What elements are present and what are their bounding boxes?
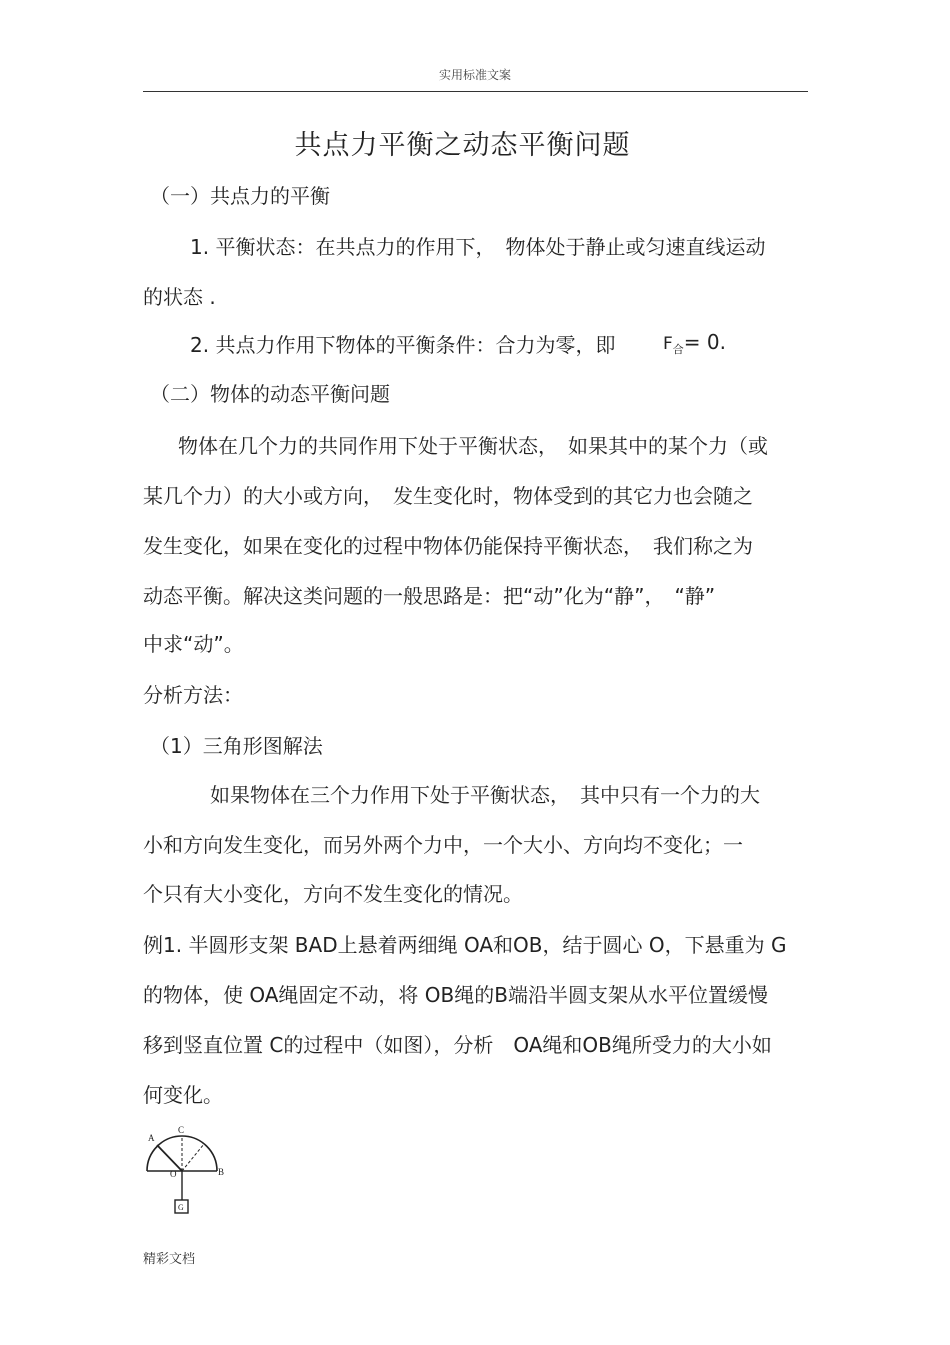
paragraph1-line2: 的状态 . [143, 285, 216, 309]
paragraph1-line1: 1. 平衡状态：在共点力的作用下， 物体处于静止或匀速直线运动 [190, 235, 766, 259]
paragraph4-line2: 小和方向发生变化，而另外两个力中，一个大小、方向均不变化；一 [143, 833, 743, 857]
section1-heading: （一）共点力的平衡 [150, 184, 330, 208]
example1-line4: 何变化。 [143, 1083, 223, 1107]
semicircle-support-diagram [140, 1125, 240, 1220]
paragraph3-line5: 中求“动”。 [143, 632, 244, 656]
label-G: G [178, 1203, 184, 1212]
paragraph2-text: 2. 共点力作用下物体的平衡条件：合力为零，即 [190, 333, 616, 357]
paragraph3-line3: 发生变化，如果在变化的过程中物体仍能保持平衡状态， 我们称之为 [143, 534, 753, 558]
rope-OA [157, 1145, 182, 1171]
example1-line1: 例1. 半圆形支架 BAD上悬着两细绳 OA和OB，结于圆心 O，下悬重为 G [143, 933, 787, 957]
formula-equals: = 0. [683, 330, 726, 354]
formula-F: F [663, 334, 673, 354]
example1-line2: 的物体，使 OA绳固定不动，将 OB绳的B端沿半圆支架从水平位置缓慢 [143, 983, 768, 1007]
label-B: B [218, 1167, 225, 1177]
document-title: 共点力平衡之动态平衡问题 [294, 130, 631, 161]
section2-heading: （二）物体的动态平衡问题 [150, 382, 390, 406]
paragraph3-line1: 物体在几个力的共同作用下处于平衡状态， 如果其中的某个力（或 [178, 434, 768, 458]
label-C: C [178, 1125, 185, 1135]
equilibrium-formula [663, 330, 726, 354]
label-A: A [148, 1133, 155, 1143]
paragraph4-line3: 个只有大小变化，方向不发生变化的情况。 [143, 882, 523, 906]
page-footer: 精彩文档 [143, 1252, 196, 1267]
header-rule [143, 91, 808, 92]
method-heading: 分析方法： [143, 683, 243, 707]
formula-subscript: 合 [672, 343, 684, 356]
example1-line3: 移到竖直位置 C的过程中（如图），分析 OA绳和OB绳所受力的大小如 [143, 1033, 772, 1057]
paragraph3-line2: 某几个力）的大小或方向， 发生变化时，物体受到的其它力也会随之 [143, 484, 753, 508]
rope-OB-path [182, 1144, 204, 1171]
page-header: 实用标准文案 [438, 68, 511, 82]
method1-heading: （1）三角形图解法 [150, 734, 323, 758]
paragraph3-line4: 动态平衡。解决这类问题的一般思路是：把“动”化为“静”， “静” [143, 584, 716, 608]
label-O: O [170, 1169, 177, 1179]
paragraph4-line1: 如果物体在三个力作用下处于平衡状态， 其中只有一个力的大 [210, 783, 760, 807]
